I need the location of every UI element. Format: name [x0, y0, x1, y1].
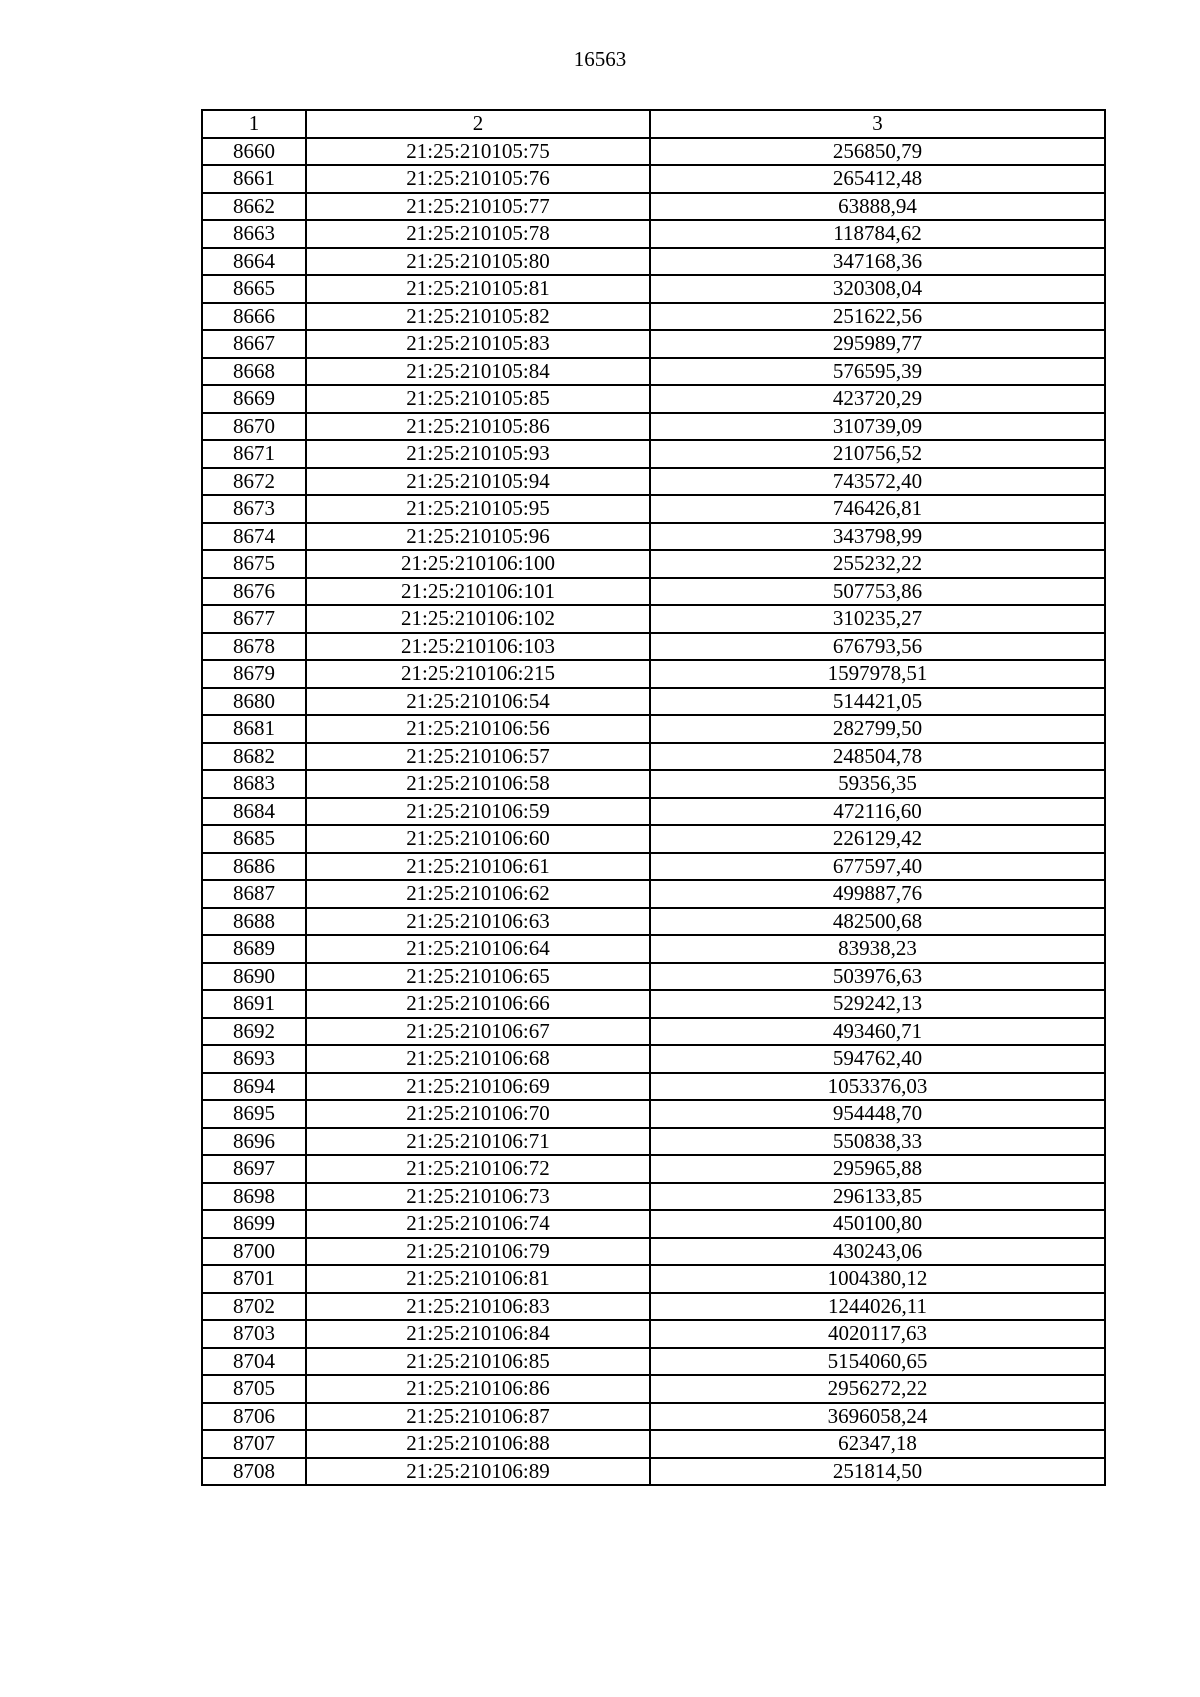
cadastral-number-cell: 21:25:210105:84 [306, 358, 650, 386]
table-row [202, 1265, 1105, 1293]
cadastral-number-cell: 21:25:210106:83 [306, 1293, 650, 1321]
row-number-cell: 8696 [202, 1128, 306, 1156]
table-row [202, 1348, 1105, 1376]
cadastral-number-cell: 21:25:210106:54 [306, 688, 650, 716]
cadastral-number-cell: 21:25:210106:64 [306, 935, 650, 963]
value-cell: 3696058,24 [650, 1403, 1105, 1431]
row-number-cell: 8683 [202, 770, 306, 798]
value-cell: 550838,33 [650, 1128, 1105, 1156]
value-cell: 482500,68 [650, 908, 1105, 936]
row-number-cell: 8676 [202, 578, 306, 606]
value-cell: 954448,70 [650, 1100, 1105, 1128]
cadastral-number-cell: 21:25:210106:68 [306, 1045, 650, 1073]
table-row [202, 1458, 1105, 1486]
row-number-cell: 8669 [202, 385, 306, 413]
value-cell: 226129,42 [650, 825, 1105, 853]
row-number-cell: 8695 [202, 1100, 306, 1128]
table-row [202, 275, 1105, 303]
row-number-cell: 8707 [202, 1430, 306, 1458]
row-number-cell: 8674 [202, 523, 306, 551]
cadastral-number-cell: 21:25:210106:102 [306, 605, 650, 633]
table-row [202, 935, 1105, 963]
cadastral-number-cell: 21:25:210105:93 [306, 440, 650, 468]
table-row [202, 1403, 1105, 1431]
row-number-cell: 8664 [202, 248, 306, 276]
cadastral-number-cell: 21:25:210106:56 [306, 715, 650, 743]
cadastral-number-cell: 21:25:210106:89 [306, 1458, 650, 1486]
value-cell: 251814,50 [650, 1458, 1105, 1486]
cadastral-number-cell: 21:25:210105:96 [306, 523, 650, 551]
row-number-cell: 8661 [202, 165, 306, 193]
row-number-cell: 8705 [202, 1375, 306, 1403]
cadastral-number-cell: 21:25:210105:81 [306, 275, 650, 303]
row-number-cell: 8691 [202, 990, 306, 1018]
table-row [202, 1018, 1105, 1046]
value-cell: 1053376,03 [650, 1073, 1105, 1101]
row-number-cell: 8666 [202, 303, 306, 331]
value-cell: 59356,35 [650, 770, 1105, 798]
table-row [202, 385, 1105, 413]
value-cell: 2956272,22 [650, 1375, 1105, 1403]
table-row [202, 578, 1105, 606]
cadastral-number-cell: 21:25:210105:80 [306, 248, 650, 276]
row-number-cell: 8703 [202, 1320, 306, 1348]
row-number-cell: 8706 [202, 1403, 306, 1431]
cadastral-number-cell: 21:25:210106:74 [306, 1210, 650, 1238]
value-cell: 248504,78 [650, 743, 1105, 771]
table-row [202, 798, 1105, 826]
value-cell: 503976,63 [650, 963, 1105, 991]
cadastral-number-cell: 21:25:210106:71 [306, 1128, 650, 1156]
table-row [202, 1238, 1105, 1266]
row-number-cell: 8685 [202, 825, 306, 853]
row-number-cell: 8708 [202, 1458, 306, 1486]
table-row [202, 495, 1105, 523]
cadastral-number-cell: 21:25:210106:58 [306, 770, 650, 798]
cadastral-number-cell: 21:25:210105:82 [306, 303, 650, 331]
value-cell: 251622,56 [650, 303, 1105, 331]
cadastral-number-cell: 21:25:210106:65 [306, 963, 650, 991]
value-cell: 310739,09 [650, 413, 1105, 441]
table-row [202, 1210, 1105, 1238]
value-cell: 430243,06 [650, 1238, 1105, 1266]
value-cell: 62347,18 [650, 1430, 1105, 1458]
value-cell: 1597978,51 [650, 660, 1105, 688]
row-number-cell: 8677 [202, 605, 306, 633]
table-row [202, 605, 1105, 633]
cadastral-number-cell: 21:25:210106:215 [306, 660, 650, 688]
cadastral-number-cell: 21:25:210105:75 [306, 138, 650, 166]
cadastral-number-cell: 21:25:210105:85 [306, 385, 650, 413]
cadastral-number-cell: 21:25:210106:63 [306, 908, 650, 936]
table-row [202, 1320, 1105, 1348]
row-number-cell: 8662 [202, 193, 306, 221]
value-cell: 507753,86 [650, 578, 1105, 606]
cadastral-number-cell: 21:25:210105:76 [306, 165, 650, 193]
row-number-cell: 8686 [202, 853, 306, 881]
table-row [202, 688, 1105, 716]
value-cell: 310235,27 [650, 605, 1105, 633]
row-number-cell: 8668 [202, 358, 306, 386]
row-number-cell: 8672 [202, 468, 306, 496]
row-number-cell: 8689 [202, 935, 306, 963]
table-row [202, 468, 1105, 496]
cadastral-number-cell: 21:25:210106:85 [306, 1348, 650, 1376]
row-number-cell: 8693 [202, 1045, 306, 1073]
row-number-cell: 8678 [202, 633, 306, 661]
cadastral-number-cell: 21:25:210105:77 [306, 193, 650, 221]
cadastral-number-cell: 21:25:210106:69 [306, 1073, 650, 1101]
cadastral-number-cell: 21:25:210106:67 [306, 1018, 650, 1046]
table-row [202, 1183, 1105, 1211]
row-number-cell: 8700 [202, 1238, 306, 1266]
cadastral-number-cell: 21:25:210106:86 [306, 1375, 650, 1403]
cadastral-number-cell: 21:25:210106:73 [306, 1183, 650, 1211]
table-row [202, 303, 1105, 331]
value-cell: 63888,94 [650, 193, 1105, 221]
row-number-cell: 8694 [202, 1073, 306, 1101]
table-row [202, 358, 1105, 386]
row-number-cell: 8701 [202, 1265, 306, 1293]
table-row [202, 825, 1105, 853]
value-cell: 296133,85 [650, 1183, 1105, 1211]
value-cell: 210756,52 [650, 440, 1105, 468]
cadastral-number-cell: 21:25:210106:103 [306, 633, 650, 661]
row-number-cell: 8697 [202, 1155, 306, 1183]
table-header-row [202, 110, 1105, 138]
value-cell: 514421,05 [650, 688, 1105, 716]
row-number-cell: 8699 [202, 1210, 306, 1238]
table-row [202, 990, 1105, 1018]
table-row [202, 1430, 1105, 1458]
table-row [202, 440, 1105, 468]
row-number-cell: 8698 [202, 1183, 306, 1211]
cadastral-number-cell: 21:25:210106:66 [306, 990, 650, 1018]
table-row [202, 1100, 1105, 1128]
value-cell: 255232,22 [650, 550, 1105, 578]
table-row [202, 1155, 1105, 1183]
row-number-cell: 8690 [202, 963, 306, 991]
table-row [202, 248, 1105, 276]
value-cell: 743572,40 [650, 468, 1105, 496]
table-row [202, 1073, 1105, 1101]
row-number-cell: 8663 [202, 220, 306, 248]
table-body [202, 138, 1105, 1486]
value-cell: 265412,48 [650, 165, 1105, 193]
cadastral-number-cell: 21:25:210106:59 [306, 798, 650, 826]
value-cell: 1004380,12 [650, 1265, 1105, 1293]
cadastral-number-cell: 21:25:210105:95 [306, 495, 650, 523]
row-number-cell: 8665 [202, 275, 306, 303]
page-number: 16563 [573, 47, 627, 71]
row-number-cell: 8688 [202, 908, 306, 936]
row-number-cell: 8684 [202, 798, 306, 826]
row-number-cell: 8670 [202, 413, 306, 441]
cadastral-number-cell: 21:25:210106:84 [306, 1320, 650, 1348]
table-row [202, 963, 1105, 991]
row-number-cell: 8679 [202, 660, 306, 688]
value-cell: 529242,13 [650, 990, 1105, 1018]
row-number-cell: 8667 [202, 330, 306, 358]
column-header-1: 1 [202, 110, 306, 138]
table-row [202, 550, 1105, 578]
value-cell: 343798,99 [650, 523, 1105, 551]
cadastral-number-cell: 21:25:210106:57 [306, 743, 650, 771]
cadastral-number-cell: 21:25:210106:60 [306, 825, 650, 853]
table-row [202, 523, 1105, 551]
cadastral-number-cell: 21:25:210106:79 [306, 1238, 650, 1266]
value-cell: 5154060,65 [650, 1348, 1105, 1376]
table-row [202, 908, 1105, 936]
cadastral-number-cell: 21:25:210106:87 [306, 1403, 650, 1431]
value-cell: 320308,04 [650, 275, 1105, 303]
table-row [202, 880, 1105, 908]
value-cell: 746426,81 [650, 495, 1105, 523]
value-cell: 472116,60 [650, 798, 1105, 826]
value-cell: 282799,50 [650, 715, 1105, 743]
table-row [202, 330, 1105, 358]
column-header-3: 3 [650, 110, 1105, 138]
value-cell: 676793,56 [650, 633, 1105, 661]
value-cell: 1244026,11 [650, 1293, 1105, 1321]
row-number-cell: 8687 [202, 880, 306, 908]
value-cell: 499887,76 [650, 880, 1105, 908]
row-number-cell: 8675 [202, 550, 306, 578]
table-row [202, 138, 1105, 166]
data-table [201, 109, 1106, 1486]
column-header-2: 2 [306, 110, 650, 138]
row-number-cell: 8681 [202, 715, 306, 743]
row-number-cell: 8673 [202, 495, 306, 523]
cadastral-number-cell: 21:25:210105:78 [306, 220, 650, 248]
table-row [202, 1293, 1105, 1321]
value-cell: 594762,40 [650, 1045, 1105, 1073]
table-row [202, 1045, 1105, 1073]
row-number-cell: 8692 [202, 1018, 306, 1046]
row-number-cell: 8704 [202, 1348, 306, 1376]
row-number-cell: 8680 [202, 688, 306, 716]
table-row [202, 220, 1105, 248]
table-row [202, 660, 1105, 688]
table-row [202, 715, 1105, 743]
cadastral-number-cell: 21:25:210105:83 [306, 330, 650, 358]
table-header [202, 110, 1105, 138]
value-cell: 118784,62 [650, 220, 1105, 248]
cadastral-number-cell: 21:25:210106:61 [306, 853, 650, 881]
row-number-cell: 8660 [202, 138, 306, 166]
value-cell: 347168,36 [650, 248, 1105, 276]
table-row [202, 853, 1105, 881]
value-cell: 83938,23 [650, 935, 1105, 963]
table-row [202, 413, 1105, 441]
value-cell: 4020117,63 [650, 1320, 1105, 1348]
cadastral-number-cell: 21:25:210106:72 [306, 1155, 650, 1183]
table-row [202, 743, 1105, 771]
row-number-cell: 8671 [202, 440, 306, 468]
value-cell: 493460,71 [650, 1018, 1105, 1046]
cadastral-number-cell: 21:25:210106:70 [306, 1100, 650, 1128]
value-cell: 256850,79 [650, 138, 1105, 166]
table-row [202, 1128, 1105, 1156]
value-cell: 677597,40 [650, 853, 1105, 881]
row-number-cell: 8702 [202, 1293, 306, 1321]
value-cell: 576595,39 [650, 358, 1105, 386]
cadastral-number-cell: 21:25:210106:100 [306, 550, 650, 578]
table-row [202, 165, 1105, 193]
table-row [202, 1375, 1105, 1403]
table-row [202, 770, 1105, 798]
value-cell: 423720,29 [650, 385, 1105, 413]
table-row [202, 633, 1105, 661]
row-number-cell: 8682 [202, 743, 306, 771]
table-row [202, 193, 1105, 221]
value-cell: 450100,80 [650, 1210, 1105, 1238]
cadastral-number-cell: 21:25:210106:81 [306, 1265, 650, 1293]
cadastral-number-cell: 21:25:210105:86 [306, 413, 650, 441]
cadastral-number-cell: 21:25:210105:94 [306, 468, 650, 496]
value-cell: 295989,77 [650, 330, 1105, 358]
cadastral-number-cell: 21:25:210106:88 [306, 1430, 650, 1458]
cadastral-number-cell: 21:25:210106:101 [306, 578, 650, 606]
value-cell: 295965,88 [650, 1155, 1105, 1183]
cadastral-number-cell: 21:25:210106:62 [306, 880, 650, 908]
